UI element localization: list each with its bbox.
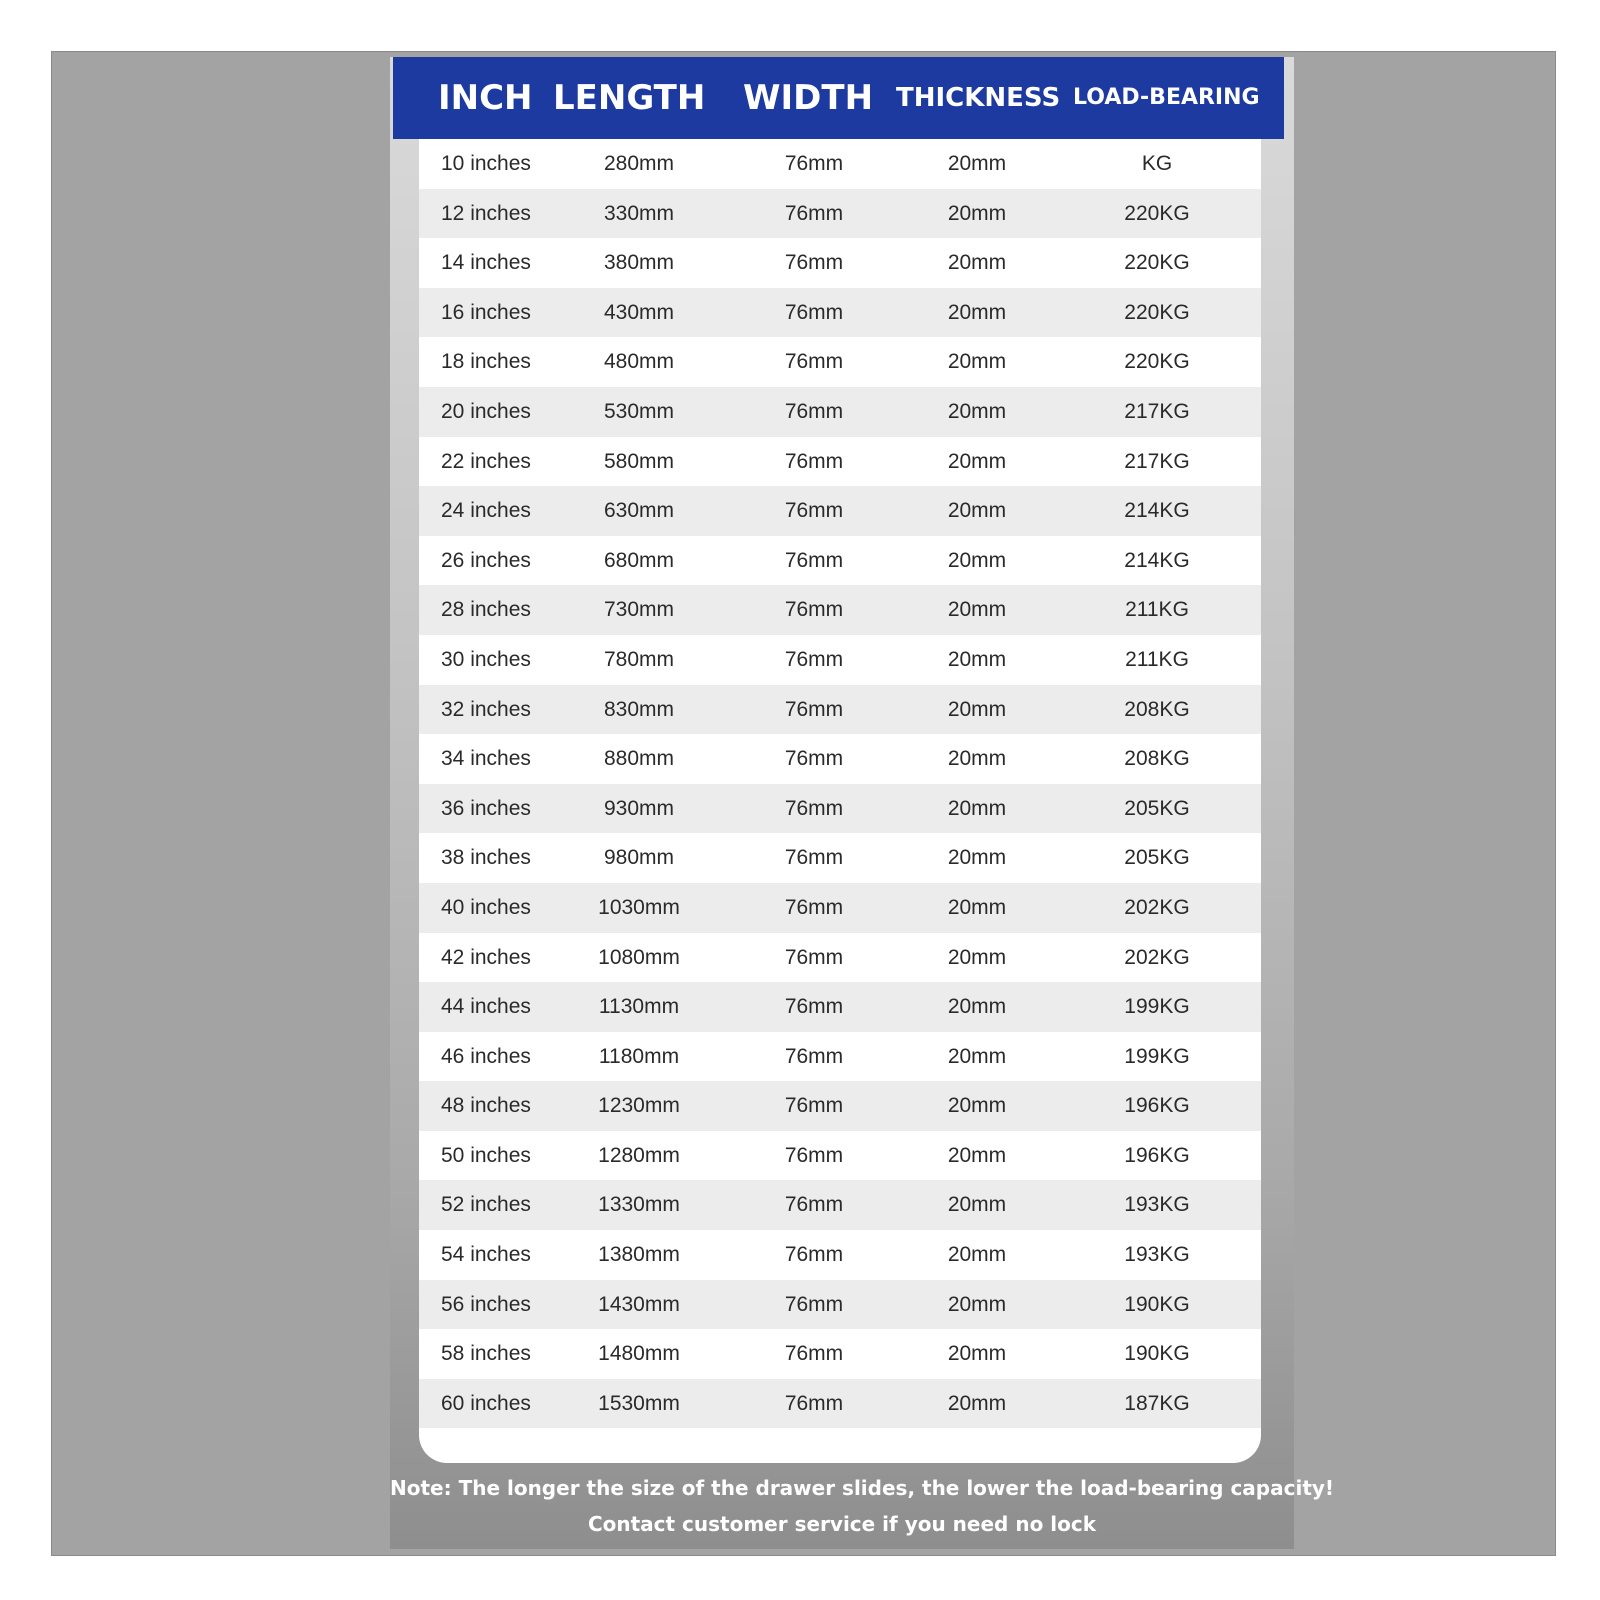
cell-width: 76mm [784,796,844,820]
cell-thickness: 20mm [947,647,1007,671]
cell-length: 680mm [603,548,675,572]
cell-load-bearing: 199KG [1124,995,1190,1019]
cell-inch: 10 inches [441,152,531,175]
cell-load-bearing: 193KG [1124,1193,1190,1217]
cell-inch: 18 inches [441,350,531,374]
cell-length: 580mm [603,449,675,473]
cell-load-bearing: 208KG [1124,697,1190,721]
cell-load-bearing: 214KG [1124,499,1190,523]
cell-thickness: 20mm [947,1143,1007,1167]
cell-inch: 56 inches [441,1292,531,1316]
table-row [419,437,1261,487]
cell-width: 76mm [784,499,844,523]
cell-length: 1530mm [598,1391,680,1415]
cell-load-bearing: 205KG [1124,846,1190,870]
cell-length: 930mm [603,796,675,820]
cell-length: 380mm [603,251,675,275]
table-row [419,1329,1261,1379]
cell-length: 1280mm [598,1143,680,1167]
cell-load-bearing: 187KG [1124,1391,1190,1415]
cell-width: 76mm [784,251,844,275]
table-row [419,486,1261,536]
cell-load-bearing: 190KG [1124,1292,1190,1316]
cell-length: 1080mm [598,945,680,969]
cell-length: 1130mm [598,995,680,1019]
spec-table-body [419,139,1261,1463]
table-row [419,189,1261,239]
cell-width: 76mm [784,647,844,671]
table-row [419,337,1261,387]
cell-load-bearing: 217KG [1124,449,1190,473]
cell-length: 980mm [603,846,675,870]
cell-width: 76mm [784,399,844,423]
cell-load-bearing: 199KG [1124,1044,1190,1068]
table-row [419,833,1261,883]
cell-thickness: 20mm [947,1044,1007,1068]
cell-load-bearing: 214KG [1124,548,1190,572]
cell-inch: 34 inches [441,747,531,771]
cell-thickness: 20mm [947,201,1007,225]
cell-thickness: 20mm [947,796,1007,820]
cell-load-bearing: 211KG [1125,598,1189,622]
table-row [419,1081,1261,1131]
cell-load-bearing: 193KG [1124,1243,1190,1267]
header-inch: INCH [438,78,533,118]
header-width: WIDTH [743,78,874,118]
cell-width: 76mm [784,1391,844,1415]
cell-thickness: 20mm [947,1292,1007,1316]
table-row [419,1230,1261,1280]
cell-inch: 24 inches [441,499,531,523]
cell-thickness: 20mm [947,499,1007,523]
cell-thickness: 20mm [947,1243,1007,1267]
table-row [419,585,1261,635]
cell-width: 76mm [784,1193,844,1217]
note-line-2: Contact customer service if you need no lock [587,1512,1097,1536]
cell-load-bearing: 220KG [1124,201,1190,225]
cell-load-bearing: 211KG [1125,647,1189,671]
table-row [419,1379,1261,1429]
cell-inch: 30 inches [441,647,531,671]
cell-inch: 54 inches [441,1243,531,1267]
cell-length: 780mm [603,647,675,671]
cell-load-bearing: 205KG [1124,796,1190,820]
cell-length: 480mm [603,350,675,374]
table-row [419,238,1261,288]
cell-thickness: 20mm [947,697,1007,721]
cell-thickness: 20mm [947,945,1007,969]
cell-inch: 32 inches [441,697,531,721]
cell-thickness: 20mm [947,548,1007,572]
cell-inch: 12 inches [441,201,531,225]
cell-inch: 44 inches [441,995,531,1019]
cell-load-bearing: 217KG [1124,399,1190,423]
header-load-bearing: LOAD-BEARING [1073,85,1260,110]
cell-inch: 60 inches [441,1391,531,1415]
cell-thickness: 20mm [947,251,1007,275]
cell-inch: 14 inches [441,251,531,275]
cell-inch: 16 inches [441,300,531,324]
cell-width: 76mm [784,1143,844,1167]
cell-length: 330mm [603,201,675,225]
cell-inch: 40 inches [441,895,531,919]
cell-inch: 46 inches [441,1044,531,1068]
cell-width: 76mm [784,1342,844,1366]
cell-load-bearing: KG [1141,152,1173,175]
cell-width: 76mm [784,1243,844,1267]
cell-width: 76mm [784,449,844,473]
cell-length: 1480mm [598,1342,680,1366]
cell-width: 76mm [784,300,844,324]
table-row [419,635,1261,685]
cell-load-bearing: 208KG [1124,747,1190,771]
table-row [419,387,1261,437]
cell-thickness: 20mm [947,1342,1007,1366]
cell-inch: 48 inches [441,1094,531,1118]
note-line-1: Note: The longer the size of the drawer slides, the lower the load-bearing capacity! [390,1476,1335,1500]
table-row [419,1032,1261,1082]
table-row [419,734,1261,784]
cell-inch: 20 inches [441,399,531,423]
cell-inch: 42 inches [441,945,531,969]
cell-width: 76mm [784,995,844,1019]
cell-load-bearing: 220KG [1124,350,1190,374]
cell-length: 280mm [603,152,675,175]
table-row [419,288,1261,338]
cell-length: 1230mm [598,1094,680,1118]
cell-load-bearing: 196KG [1124,1143,1190,1167]
cell-thickness: 20mm [947,1193,1007,1217]
table-row [419,536,1261,586]
cell-inch: 26 inches [441,548,531,572]
cell-width: 76mm [784,548,844,572]
cell-thickness: 20mm [947,846,1007,870]
cell-width: 76mm [784,1094,844,1118]
cell-width: 76mm [784,846,844,870]
table-row [419,1180,1261,1230]
cell-load-bearing: 220KG [1124,251,1190,275]
cell-inch: 50 inches [441,1143,531,1167]
cell-thickness: 20mm [947,350,1007,374]
cell-length: 1030mm [598,895,680,919]
cell-thickness: 20mm [947,747,1007,771]
cell-width: 76mm [784,598,844,622]
header-length: LENGTH [553,78,706,118]
cell-width: 76mm [784,1292,844,1316]
cell-length: 530mm [603,399,675,423]
table-row [419,139,1261,189]
cell-length: 730mm [603,598,675,622]
cell-width: 76mm [784,895,844,919]
cell-thickness: 20mm [947,995,1007,1019]
cell-thickness: 20mm [947,152,1007,175]
cell-inch: 22 inches [441,449,531,473]
cell-length: 880mm [603,747,675,771]
cell-load-bearing: 196KG [1124,1094,1190,1118]
cell-thickness: 20mm [947,895,1007,919]
table-header [393,57,1284,139]
spec-card [390,57,1335,1549]
table-row [419,1280,1261,1330]
cell-length: 1380mm [598,1243,680,1267]
cell-inch: 58 inches [441,1342,531,1366]
cell-load-bearing: 190KG [1124,1342,1190,1366]
cell-inch: 52 inches [441,1193,531,1217]
cell-length: 1330mm [598,1193,680,1217]
cell-thickness: 20mm [947,399,1007,423]
cell-width: 76mm [784,201,844,225]
cell-thickness: 20mm [947,1391,1007,1415]
table-row [419,1131,1261,1181]
cell-inch: 36 inches [441,796,531,820]
cell-load-bearing: 220KG [1124,300,1190,324]
cell-load-bearing: 202KG [1124,895,1190,919]
cell-width: 76mm [784,747,844,771]
cell-inch: 38 inches [441,846,531,870]
table-row [419,685,1261,735]
cell-inch: 28 inches [441,598,531,622]
cell-width: 76mm [784,152,844,175]
cell-length: 1430mm [598,1292,680,1316]
header-thickness: THICKNESS [896,83,1061,113]
cell-width: 76mm [784,945,844,969]
table-row [419,883,1261,933]
cell-thickness: 20mm [947,598,1007,622]
table-row [419,933,1261,983]
cell-thickness: 20mm [947,449,1007,473]
table-row [419,784,1261,834]
cell-thickness: 20mm [947,1094,1007,1118]
cell-width: 76mm [784,697,844,721]
cell-length: 430mm [603,300,675,324]
cell-length: 830mm [603,697,675,721]
cell-thickness: 20mm [947,300,1007,324]
cell-width: 76mm [784,350,844,374]
cell-length: 630mm [603,499,675,523]
cell-length: 1180mm [598,1044,680,1068]
table-row [419,982,1261,1032]
cell-load-bearing: 202KG [1124,945,1190,969]
cell-width: 76mm [784,1044,844,1068]
